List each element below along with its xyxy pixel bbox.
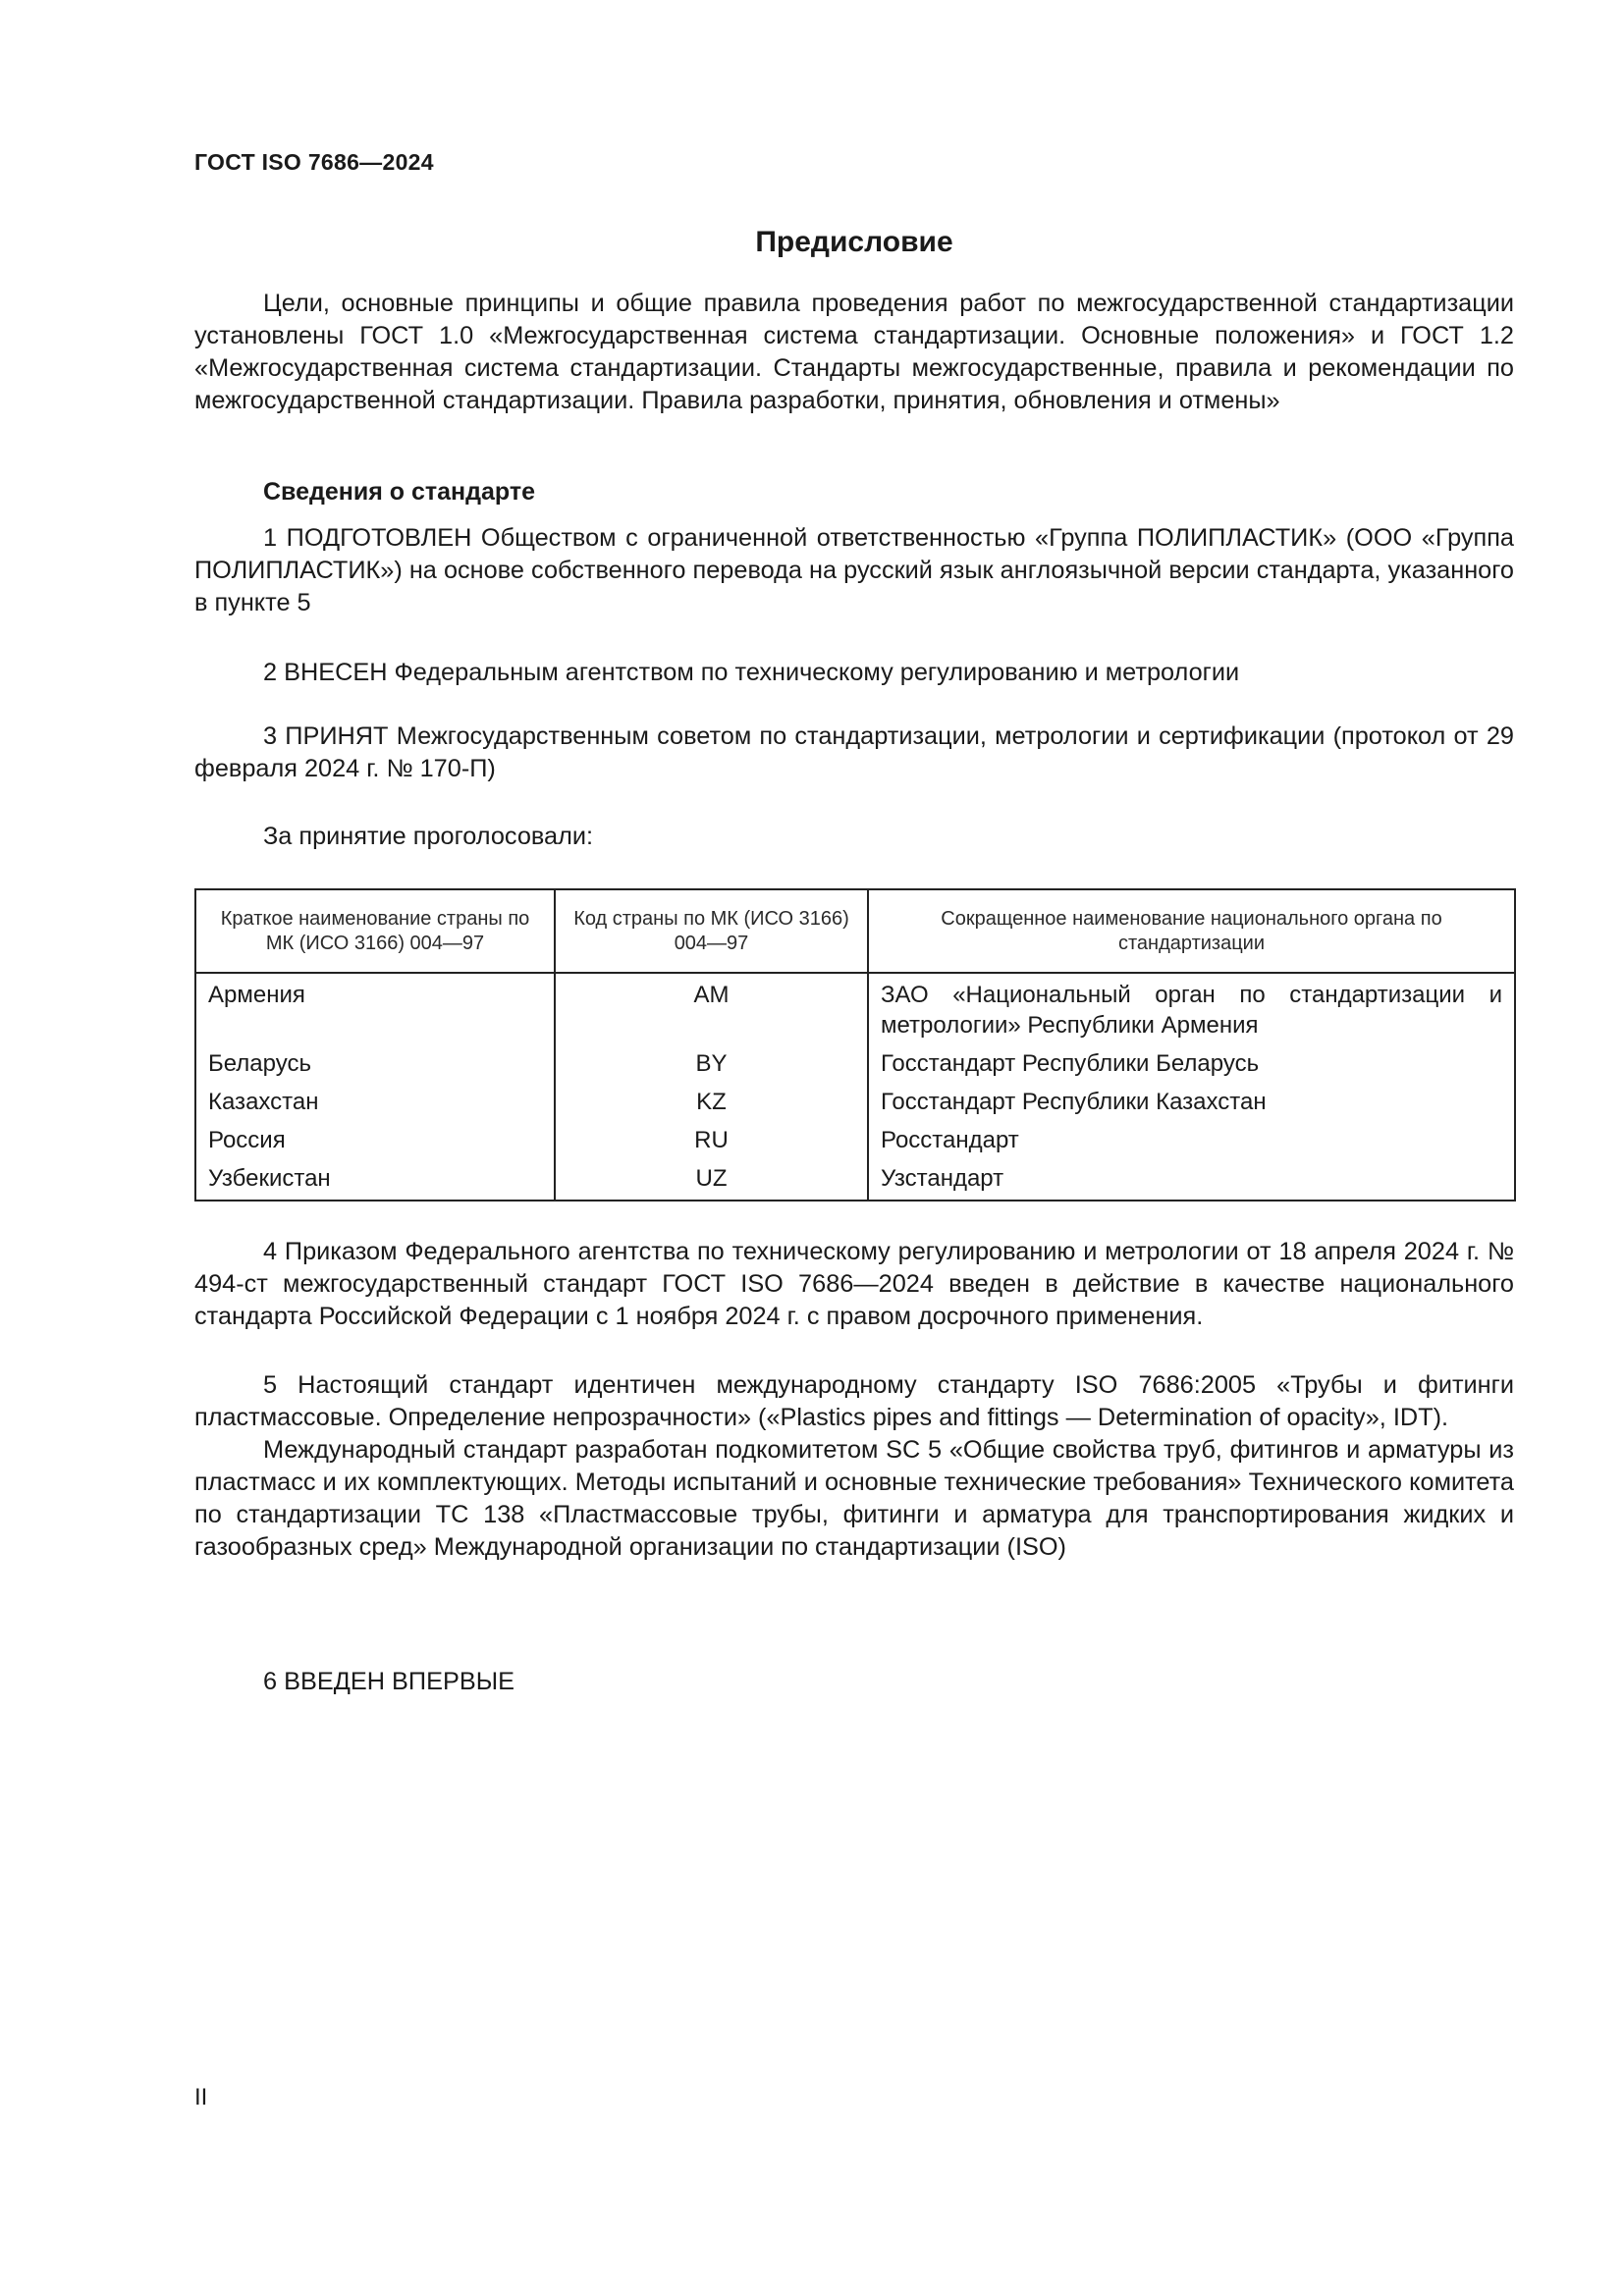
header-national-body: Сокращенное наименование национального органа по стандартизации <box>868 889 1515 973</box>
cell-code: BY <box>555 1044 868 1083</box>
header-country-name: Краткое наименование страны по МК (ИСО 3166) 004—97 <box>195 889 555 973</box>
item-1-block <box>194 522 1514 619</box>
item-3-block <box>194 721 1514 785</box>
standard-info-subheading: Сведения о стандарте <box>263 478 536 506</box>
table-row <box>195 1083 1515 1121</box>
foreword-title: Предисловие <box>755 226 953 258</box>
foreword-intro-block <box>194 288 1514 417</box>
item-6-paragraph: 6 ВВЕДЕН ВПЕРВЫЕ <box>263 1668 514 1695</box>
cell-body: Госстандарт Республики Казахстан <box>868 1083 1515 1121</box>
cell-country: Узбекистан <box>195 1159 555 1201</box>
item-1-paragraph: 1 ПОДГОТОВЛЕН Обществом с ограниченной ответственностью «Группа ПОЛИПЛАСТИК» (ООО «Группа ПОЛИПЛАСТИК») на основе собственного перевода на русский язык англоязычной версии стандарта, указанного в пункте 5 <box>194 524 1514 616</box>
item-5-note-paragraph: Международный стандарт разработан подкомитетом SC 5 «Общие свойства труб, фитингов и арматуры из пластмасс и их комплектующих. Методы испытаний и основные технические требования» Технического комитета по стандартизации ТС 138 «Пластмассовые трубы, фитинги и арматура для транспортирования жидких и газообразных сред» Международной организации по стандартизации (ISO) <box>194 1436 1514 1561</box>
cell-code: UZ <box>555 1159 868 1201</box>
item-4-paragraph: 4 Приказом Федерального агентства по техническому регулированию и метрологии от 18 апреля 2024 г. № 494-ст межгосударственный стандарт ГОСТ ISO 7686—2024 введен в действие в качестве национального стандарта Российской Федерации с 1 ноября 2024 г. с правом досрочного применения. <box>194 1238 1514 1330</box>
cell-body: Узстандарт <box>868 1159 1515 1201</box>
cell-code: RU <box>555 1121 868 1159</box>
header-country-code: Код страны по МК (ИСО 3166) 004—97 <box>555 889 868 973</box>
cell-body: Госстандарт Республики Беларусь <box>868 1044 1515 1083</box>
page-number: II <box>194 2084 208 2110</box>
item-2-paragraph: 2 ВНЕСЕН Федеральным агентством по техническому регулированию и метрологии <box>263 659 1240 686</box>
table-header-row <box>195 889 1515 973</box>
item-6-block <box>194 1666 1514 1698</box>
table-row <box>195 1159 1515 1201</box>
item-5-block <box>194 1369 1514 1564</box>
standard-header: ГОСТ ISO 7686—2024 <box>194 149 434 175</box>
cell-country: Беларусь <box>195 1044 555 1083</box>
cell-body: Росстандарт <box>868 1121 1515 1159</box>
cell-code: AM <box>555 973 868 1044</box>
vote-intro-block <box>194 821 1514 853</box>
cell-country: Россия <box>195 1121 555 1159</box>
table-row <box>195 1044 1515 1083</box>
table-row <box>195 1121 1515 1159</box>
vote-intro-paragraph: За принятие проголосовали: <box>263 823 594 850</box>
cell-body: ЗАО «Национальный орган по стандартизации и метрологии» Республики Армения <box>868 973 1515 1044</box>
item-2-block <box>194 657 1514 689</box>
item-4-block <box>194 1236 1514 1333</box>
cell-country: Армения <box>195 973 555 1044</box>
voting-countries-table <box>194 888 1516 1201</box>
item-5-paragraph: 5 Настоящий стандарт идентичен международному стандарту ISO 7686:2005 «Трубы и фитинги пластмассовые. Определение непрозрачности» («Plastics pipes and fittings — Determination of opacity», IDT). <box>194 1371 1514 1431</box>
table-row <box>195 973 1515 1044</box>
item-3-paragraph: 3 ПРИНЯТ Межгосударственным советом по стандартизации, метрологии и сертификации (протокол от 29 февраля 2024 г. № 170-П) <box>194 722 1514 782</box>
cell-code: KZ <box>555 1083 868 1121</box>
cell-country: Казахстан <box>195 1083 555 1121</box>
foreword-intro-paragraph: Цели, основные принципы и общие правила проведения работ по межгосударственной стандартизации установлены ГОСТ 1.0 «Межгосударственная система стандартизации. Основные положения» и ГОСТ 1.2 «Межгосударственная система стандартизации. Стандарты межгосударственные, правила и рекомендации по межгосударственной стандартизации. Правила разработки, принятия, обновления и отмены» <box>194 290 1514 414</box>
